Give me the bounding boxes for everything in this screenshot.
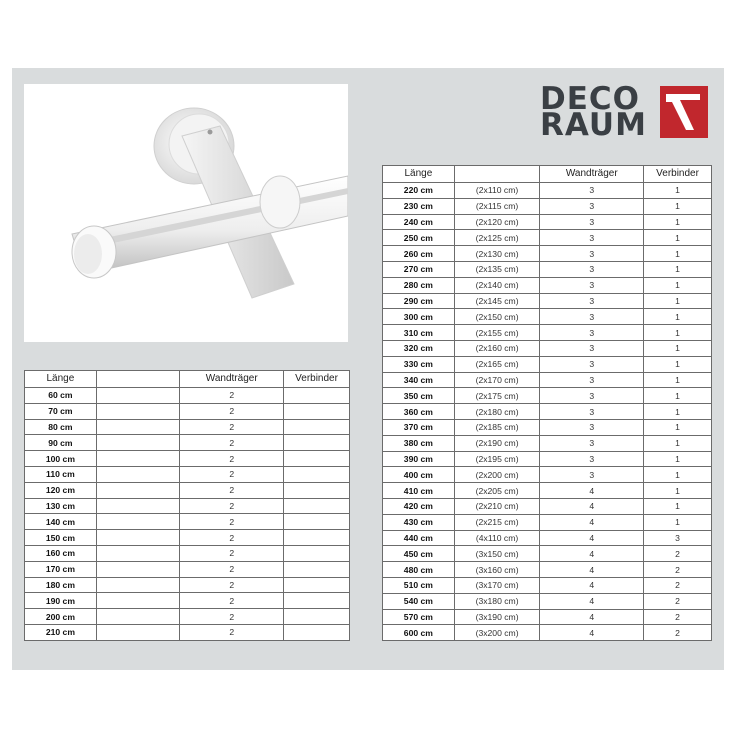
cell-length: 510 cm bbox=[383, 577, 455, 593]
table-row bbox=[383, 388, 712, 404]
cell-brackets: 2 bbox=[180, 482, 284, 498]
cell-brackets: 3 bbox=[540, 388, 644, 404]
cell-spec bbox=[96, 514, 180, 530]
table-row bbox=[383, 483, 712, 499]
cell-spec: (3x180 cm) bbox=[454, 593, 540, 609]
cell-length: 130 cm bbox=[25, 498, 97, 514]
cell-length: 380 cm bbox=[383, 435, 455, 451]
cell-connectors: 1 bbox=[644, 388, 712, 404]
cell-connectors bbox=[284, 403, 350, 419]
cell-spec: (2x185 cm) bbox=[454, 419, 540, 435]
cell-brackets: 3 bbox=[540, 404, 644, 420]
cell-length: 290 cm bbox=[383, 293, 455, 309]
table-row bbox=[383, 230, 712, 246]
table-row bbox=[383, 246, 712, 262]
cell-brackets: 4 bbox=[540, 498, 644, 514]
cell-spec bbox=[96, 498, 180, 514]
table-row bbox=[25, 466, 350, 482]
cell-brackets: 4 bbox=[540, 577, 644, 593]
cell-connectors: 2 bbox=[644, 593, 712, 609]
table-row bbox=[25, 561, 350, 577]
cell-spec: (2x145 cm) bbox=[454, 293, 540, 309]
table-row bbox=[383, 451, 712, 467]
cell-brackets: 4 bbox=[540, 593, 644, 609]
cell-brackets: 4 bbox=[540, 609, 644, 625]
cell-length: 430 cm bbox=[383, 514, 455, 530]
cell-brackets: 2 bbox=[180, 577, 284, 593]
cell-spec bbox=[96, 624, 180, 640]
table-row bbox=[25, 624, 350, 640]
cell-brackets: 3 bbox=[540, 419, 644, 435]
cell-connectors: 1 bbox=[644, 293, 712, 309]
cell-brackets: 3 bbox=[540, 293, 644, 309]
cell-length: 110 cm bbox=[25, 466, 97, 482]
cell-brackets: 2 bbox=[180, 451, 284, 467]
cell-connectors: 1 bbox=[644, 498, 712, 514]
table-row bbox=[25, 388, 350, 404]
cell-brackets: 2 bbox=[180, 419, 284, 435]
cell-connectors bbox=[284, 624, 350, 640]
header-length: Länge bbox=[25, 371, 97, 388]
cell-spec bbox=[96, 482, 180, 498]
cell-connectors: 1 bbox=[644, 261, 712, 277]
cell-brackets: 2 bbox=[180, 593, 284, 609]
cell-connectors: 3 bbox=[644, 530, 712, 546]
logo-line2: RAUM bbox=[540, 107, 647, 143]
cell-spec: (2x135 cm) bbox=[454, 261, 540, 277]
curtain-rail-image bbox=[24, 84, 348, 342]
cell-brackets: 4 bbox=[540, 625, 644, 641]
table-row bbox=[383, 198, 712, 214]
header-length: Länge bbox=[383, 166, 455, 183]
cell-brackets: 4 bbox=[540, 483, 644, 499]
cell-connectors bbox=[284, 514, 350, 530]
table-header-row bbox=[383, 166, 712, 183]
cell-spec: (2x130 cm) bbox=[454, 246, 540, 262]
cell-connectors bbox=[284, 482, 350, 498]
cell-brackets: 4 bbox=[540, 546, 644, 562]
table-row bbox=[383, 214, 712, 230]
cell-connectors: 1 bbox=[644, 277, 712, 293]
table-row bbox=[383, 261, 712, 277]
cell-brackets: 2 bbox=[180, 466, 284, 482]
cell-spec: (2x110 cm) bbox=[454, 183, 540, 199]
cell-brackets: 3 bbox=[540, 309, 644, 325]
header-connectors: Verbinder bbox=[284, 371, 350, 388]
cell-brackets: 2 bbox=[180, 561, 284, 577]
cell-connectors: 1 bbox=[644, 483, 712, 499]
cell-spec bbox=[96, 435, 180, 451]
cell-spec: (2x180 cm) bbox=[454, 404, 540, 420]
cell-length: 370 cm bbox=[383, 419, 455, 435]
cell-connectors: 2 bbox=[644, 562, 712, 578]
cell-connectors: 2 bbox=[644, 609, 712, 625]
table-row bbox=[383, 593, 712, 609]
table-header-row bbox=[25, 371, 350, 388]
table-row bbox=[383, 419, 712, 435]
cell-length: 190 cm bbox=[25, 593, 97, 609]
table-row bbox=[383, 325, 712, 341]
table-row bbox=[25, 419, 350, 435]
cell-length: 540 cm bbox=[383, 593, 455, 609]
cell-length: 140 cm bbox=[25, 514, 97, 530]
cell-length: 280 cm bbox=[383, 277, 455, 293]
cell-spec bbox=[96, 466, 180, 482]
cell-connectors bbox=[284, 545, 350, 561]
cell-length: 170 cm bbox=[25, 561, 97, 577]
cell-length: 100 cm bbox=[25, 451, 97, 467]
table-row bbox=[383, 530, 712, 546]
cell-spec: (2x175 cm) bbox=[454, 388, 540, 404]
cell-brackets: 3 bbox=[540, 435, 644, 451]
cell-connectors: 1 bbox=[644, 435, 712, 451]
cell-length: 330 cm bbox=[383, 356, 455, 372]
cell-brackets: 2 bbox=[180, 435, 284, 451]
table-row bbox=[25, 609, 350, 625]
logo-mark-icon bbox=[660, 86, 708, 138]
cell-connectors: 1 bbox=[644, 419, 712, 435]
cell-connectors: 1 bbox=[644, 325, 712, 341]
cell-brackets: 4 bbox=[540, 530, 644, 546]
cell-brackets: 3 bbox=[540, 198, 644, 214]
cell-length: 150 cm bbox=[25, 530, 97, 546]
cell-spec: (2x190 cm) bbox=[454, 435, 540, 451]
cell-spec: (2x115 cm) bbox=[454, 198, 540, 214]
table-row bbox=[383, 309, 712, 325]
cell-length: 360 cm bbox=[383, 404, 455, 420]
cell-spec: (2x215 cm) bbox=[454, 514, 540, 530]
table-row bbox=[25, 482, 350, 498]
cell-length: 320 cm bbox=[383, 340, 455, 356]
cell-brackets: 4 bbox=[540, 514, 644, 530]
cell-length: 480 cm bbox=[383, 562, 455, 578]
table-row bbox=[383, 340, 712, 356]
table-row bbox=[25, 451, 350, 467]
cell-brackets: 3 bbox=[540, 451, 644, 467]
cell-spec bbox=[96, 530, 180, 546]
cell-spec bbox=[96, 577, 180, 593]
cell-length: 390 cm bbox=[383, 451, 455, 467]
cell-length: 160 cm bbox=[25, 545, 97, 561]
logo-line1: DECO bbox=[540, 81, 641, 117]
cell-brackets: 3 bbox=[540, 372, 644, 388]
cell-spec: (3x150 cm) bbox=[454, 546, 540, 562]
table-row bbox=[383, 404, 712, 420]
cell-connectors: 1 bbox=[644, 467, 712, 483]
cell-connectors bbox=[284, 530, 350, 546]
cell-brackets: 4 bbox=[540, 562, 644, 578]
cell-connectors bbox=[284, 498, 350, 514]
cell-connectors: 1 bbox=[644, 230, 712, 246]
table-row bbox=[383, 498, 712, 514]
cell-spec bbox=[96, 419, 180, 435]
cell-length: 300 cm bbox=[383, 309, 455, 325]
cell-spec: (2x200 cm) bbox=[454, 467, 540, 483]
cell-spec: (2x155 cm) bbox=[454, 325, 540, 341]
cell-spec: (2x165 cm) bbox=[454, 356, 540, 372]
cell-connectors bbox=[284, 466, 350, 482]
cell-brackets: 3 bbox=[540, 340, 644, 356]
cell-brackets: 3 bbox=[540, 183, 644, 199]
cell-connectors: 1 bbox=[644, 198, 712, 214]
cell-connectors: 1 bbox=[644, 309, 712, 325]
cell-length: 220 cm bbox=[383, 183, 455, 199]
cell-length: 120 cm bbox=[25, 482, 97, 498]
table-row bbox=[383, 435, 712, 451]
cell-length: 420 cm bbox=[383, 498, 455, 514]
cell-spec: (3x190 cm) bbox=[454, 609, 540, 625]
product-photo-box bbox=[24, 84, 348, 342]
cell-connectors bbox=[284, 609, 350, 625]
cell-spec: (2x120 cm) bbox=[454, 214, 540, 230]
cell-brackets: 2 bbox=[180, 545, 284, 561]
cell-brackets: 2 bbox=[180, 530, 284, 546]
cell-brackets: 3 bbox=[540, 230, 644, 246]
cell-connectors bbox=[284, 577, 350, 593]
cell-brackets: 2 bbox=[180, 624, 284, 640]
cell-length: 270 cm bbox=[383, 261, 455, 277]
header-spec bbox=[454, 166, 540, 183]
cell-connectors: 1 bbox=[644, 404, 712, 420]
cell-spec: (2x205 cm) bbox=[454, 483, 540, 499]
cell-connectors bbox=[284, 435, 350, 451]
cell-length: 230 cm bbox=[383, 198, 455, 214]
cell-length: 80 cm bbox=[25, 419, 97, 435]
table-row bbox=[383, 577, 712, 593]
table-row bbox=[25, 593, 350, 609]
table-row bbox=[383, 277, 712, 293]
table-row bbox=[383, 546, 712, 562]
cell-length: 260 cm bbox=[383, 246, 455, 262]
cell-length: 240 cm bbox=[383, 214, 455, 230]
cell-brackets: 3 bbox=[540, 277, 644, 293]
cell-brackets: 2 bbox=[180, 514, 284, 530]
cell-connectors: 2 bbox=[644, 625, 712, 641]
cell-spec bbox=[96, 609, 180, 625]
cell-connectors: 1 bbox=[644, 214, 712, 230]
table-row bbox=[25, 403, 350, 419]
cell-connectors: 2 bbox=[644, 577, 712, 593]
cell-brackets: 2 bbox=[180, 388, 284, 404]
header-brackets: Wandträger bbox=[540, 166, 644, 183]
cell-brackets: 3 bbox=[540, 467, 644, 483]
cell-brackets: 3 bbox=[540, 325, 644, 341]
cell-connectors bbox=[284, 419, 350, 435]
table-row bbox=[25, 435, 350, 451]
cell-spec bbox=[96, 388, 180, 404]
header-brackets: Wandträger bbox=[180, 371, 284, 388]
cell-brackets: 2 bbox=[180, 403, 284, 419]
cell-length: 310 cm bbox=[383, 325, 455, 341]
cell-spec: (2x140 cm) bbox=[454, 277, 540, 293]
table-row bbox=[383, 372, 712, 388]
table-row bbox=[383, 467, 712, 483]
cell-length: 600 cm bbox=[383, 625, 455, 641]
cell-connectors bbox=[284, 561, 350, 577]
brand-logo bbox=[540, 81, 708, 143]
cell-length: 200 cm bbox=[25, 609, 97, 625]
cell-length: 70 cm bbox=[25, 403, 97, 419]
cell-length: 410 cm bbox=[383, 483, 455, 499]
cell-spec bbox=[96, 545, 180, 561]
cell-brackets: 3 bbox=[540, 356, 644, 372]
cell-length: 570 cm bbox=[383, 609, 455, 625]
cell-spec: (3x170 cm) bbox=[454, 577, 540, 593]
cell-spec: (2x210 cm) bbox=[454, 498, 540, 514]
cell-connectors bbox=[284, 388, 350, 404]
cell-spec: (2x160 cm) bbox=[454, 340, 540, 356]
cell-length: 60 cm bbox=[25, 388, 97, 404]
cell-spec: (3x200 cm) bbox=[454, 625, 540, 641]
cell-brackets: 3 bbox=[540, 261, 644, 277]
cell-length: 250 cm bbox=[383, 230, 455, 246]
cell-connectors: 1 bbox=[644, 372, 712, 388]
cell-brackets: 2 bbox=[180, 609, 284, 625]
cell-length: 400 cm bbox=[383, 467, 455, 483]
cell-connectors: 1 bbox=[644, 183, 712, 199]
length-table-short bbox=[24, 370, 350, 641]
cell-connectors bbox=[284, 451, 350, 467]
cell-brackets: 3 bbox=[540, 214, 644, 230]
cell-brackets: 3 bbox=[540, 246, 644, 262]
table-row bbox=[383, 514, 712, 530]
cell-connectors: 1 bbox=[644, 340, 712, 356]
cell-length: 440 cm bbox=[383, 530, 455, 546]
header-spec bbox=[96, 371, 180, 388]
table-row bbox=[25, 514, 350, 530]
cell-connectors: 1 bbox=[644, 451, 712, 467]
table-row bbox=[383, 183, 712, 199]
cell-spec: (2x125 cm) bbox=[454, 230, 540, 246]
table-row bbox=[25, 498, 350, 514]
cell-spec bbox=[96, 451, 180, 467]
cell-spec bbox=[96, 403, 180, 419]
table-row bbox=[25, 577, 350, 593]
cell-brackets: 2 bbox=[180, 498, 284, 514]
cell-length: 340 cm bbox=[383, 372, 455, 388]
table-row bbox=[383, 293, 712, 309]
cell-connectors: 1 bbox=[644, 246, 712, 262]
table-row bbox=[383, 625, 712, 641]
cell-length: 210 cm bbox=[25, 624, 97, 640]
table-row bbox=[25, 530, 350, 546]
cell-connectors: 1 bbox=[644, 356, 712, 372]
cell-length: 90 cm bbox=[25, 435, 97, 451]
table-row bbox=[383, 609, 712, 625]
table-row bbox=[383, 356, 712, 372]
cell-spec: (2x150 cm) bbox=[454, 309, 540, 325]
cell-spec: (2x170 cm) bbox=[454, 372, 540, 388]
cell-connectors: 2 bbox=[644, 546, 712, 562]
cell-spec: (4x110 cm) bbox=[454, 530, 540, 546]
cell-length: 450 cm bbox=[383, 546, 455, 562]
header-connectors: Verbinder bbox=[644, 166, 712, 183]
cell-connectors: 1 bbox=[644, 514, 712, 530]
cell-spec bbox=[96, 593, 180, 609]
table-row bbox=[383, 562, 712, 578]
cell-connectors bbox=[284, 593, 350, 609]
cell-spec: (2x195 cm) bbox=[454, 451, 540, 467]
length-table-long bbox=[382, 165, 712, 641]
cell-length: 350 cm bbox=[383, 388, 455, 404]
cell-spec: (3x160 cm) bbox=[454, 562, 540, 578]
table-row bbox=[25, 545, 350, 561]
cell-spec bbox=[96, 561, 180, 577]
cell-length: 180 cm bbox=[25, 577, 97, 593]
